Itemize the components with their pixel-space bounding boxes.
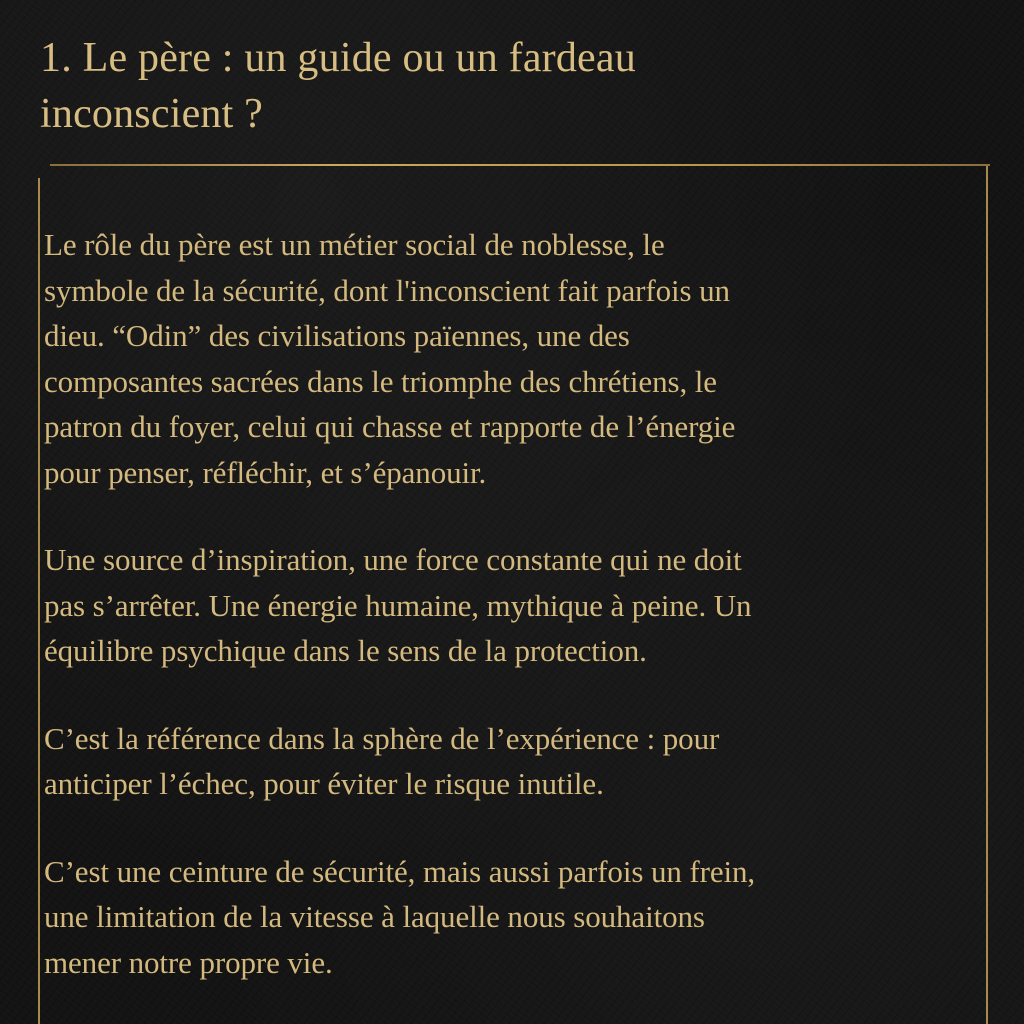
text-line: pour penser, réfléchir, et s’épanouir. — [44, 454, 487, 490]
body-text — [44, 222, 979, 1024]
text-line: Le rôle du père est un métier social de noblesse, le — [44, 227, 665, 262]
frame-left-rule — [38, 178, 40, 1024]
paragraph-seatbelt — [44, 849, 979, 986]
text-line: équilibre psychique dans le sens de la protection. — [44, 633, 647, 668]
text-line: C’est la référence dans la sphère de l’expérience : pour — [44, 720, 720, 756]
text-line: mener notre propre vie. — [44, 944, 333, 980]
title-line-1: 1. Le père : un guide ou un fardeau — [40, 35, 636, 81]
text-line: composantes sacrées dans le triomphe des chrétiens, le — [44, 363, 717, 399]
page-title — [40, 30, 940, 142]
frame-top-rule — [50, 164, 990, 166]
text-line: anticiper l’échec, pour éviter le risque inutile. — [44, 766, 604, 801]
text-line: pas s’arrêter. Une énergie humaine, mythique à peine. Un — [44, 587, 752, 623]
paragraph-inspiration — [44, 537, 979, 674]
text-line: patron du foyer, celui qui chasse et rapporte de l’énergie — [44, 409, 736, 444]
frame-right-rule — [986, 166, 988, 1024]
text-line: symbole de la sécurité, dont l'inconscient fait parfois un — [44, 272, 730, 308]
text-line: une limitation de la vitesse à laquelle nous souhaitons — [44, 899, 705, 934]
title-line-2: inconscient ? — [40, 91, 264, 137]
text-line: dieu. “Odin” des civilisations païennes, une des — [44, 318, 630, 353]
text-line: Une source d’inspiration, une force constante qui ne doit — [44, 542, 742, 577]
text-line: C’est une ceinture de sécurité, mais aussi parfois un frein, — [44, 853, 756, 889]
paragraph-father-role — [44, 222, 979, 495]
paragraph-reference — [44, 716, 979, 807]
